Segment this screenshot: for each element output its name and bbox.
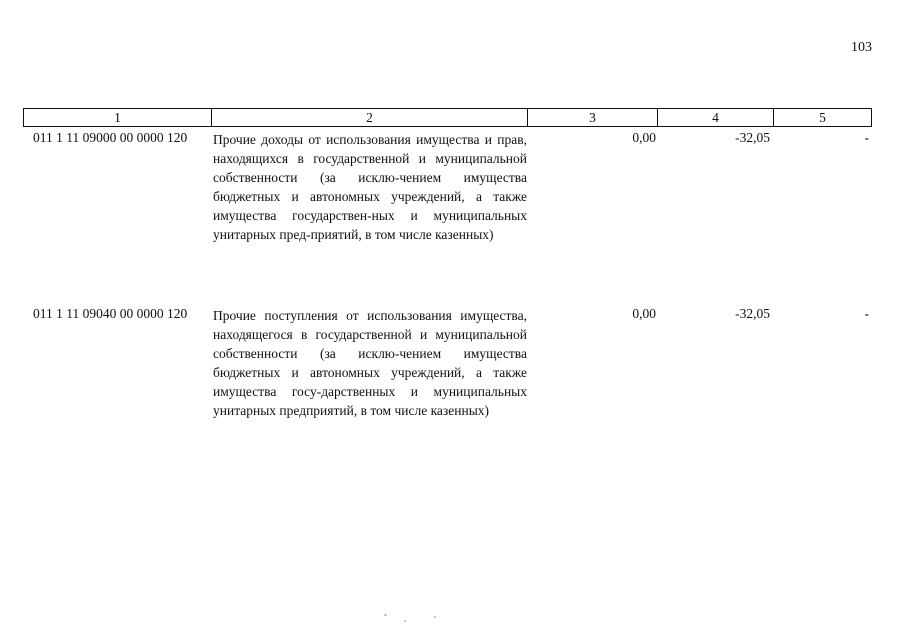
income-description: Прочие доходы от использования имущества и прав, находящихся в государственной и муниципальной собственности (за исклю-чением имущества бюджетных и автономных учреждений, а также имущества государствен-ных и муниципальных унитарных пред-приятий, в том числе казенных) xyxy=(213,132,527,242)
scan-artifact xyxy=(434,616,436,618)
value-column-4: -32,05 xyxy=(735,130,770,145)
budget-code: 011 1 11 09000 00 0000 120 xyxy=(33,130,188,145)
value-column-3: 0,00 xyxy=(632,130,656,145)
value-column-5: - xyxy=(864,306,869,321)
budget-code: 011 1 11 09040 00 0000 120 xyxy=(33,306,188,321)
column-header-2: 2 xyxy=(212,109,528,126)
scan-artifact xyxy=(404,620,406,622)
value-column-4: -32,05 xyxy=(735,306,770,321)
value-column-5: - xyxy=(864,130,869,145)
income-description: Прочие поступления от использования имущества, находящегося в государственной и муниципальной собственности (за исклю-чением имущества бюджетных и автономных учреждений, а также имущества госу-дарственных и муниципальных унитарных предприятий, в том числе казенных) xyxy=(213,308,527,418)
table-header xyxy=(23,108,872,127)
page-number: 103 xyxy=(851,40,872,55)
value-column-3: 0,00 xyxy=(632,306,656,321)
column-header-3: 3 xyxy=(528,109,658,126)
scan-artifact xyxy=(384,614,387,616)
column-header-5: 5 xyxy=(819,110,826,125)
column-header-1: 1 xyxy=(24,109,212,126)
column-header-4: 4 xyxy=(658,109,774,126)
